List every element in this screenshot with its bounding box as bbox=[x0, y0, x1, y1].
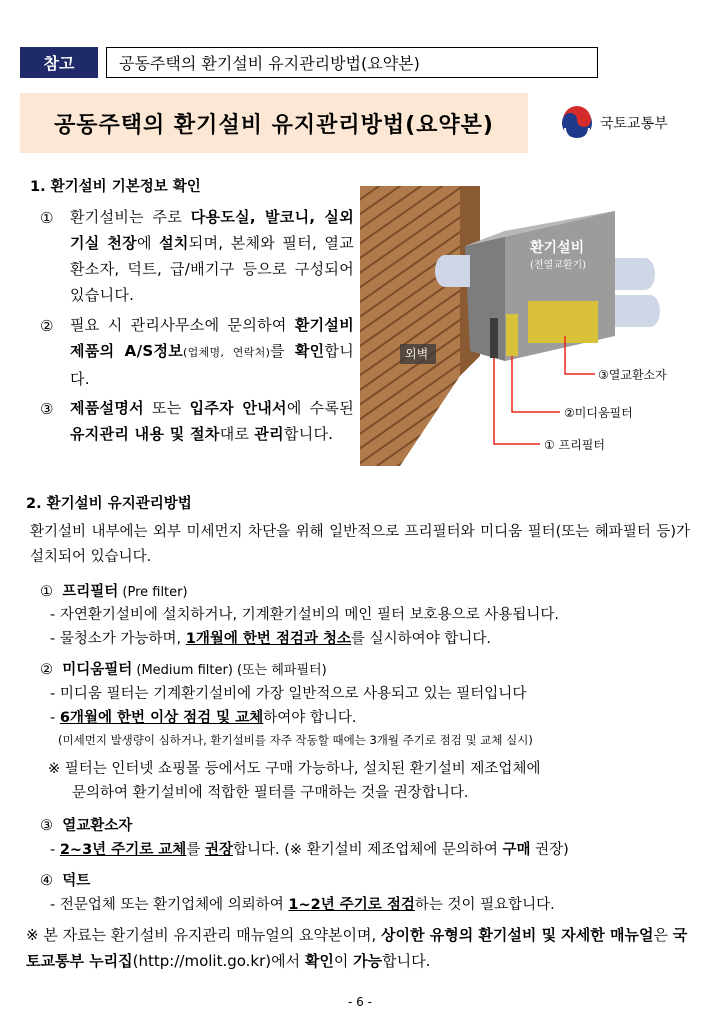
final-note: ※ 본 자료는 환기설비 유지관리 매뉴얼의 요약본이며, 상이한 유형의 환기설비 및 자세한 매뉴얼은 국토교통부 누리집(http://molit.go.kr)에서 확인이 가능합니다. bbox=[26, 926, 688, 970]
duct-line1: - 전문업체 또는 환기업체에 의뢰하여 1~2년 주기로 점검하는 것이 필요합니다. bbox=[50, 897, 555, 913]
item2-number: ② bbox=[40, 317, 54, 335]
item1-number: ① bbox=[40, 209, 54, 227]
reference-badge: 참고 bbox=[20, 47, 98, 78]
section2-heading: 2. 환기설비 유지관리방법 bbox=[26, 496, 192, 512]
ventilation-unit-figure bbox=[360, 186, 700, 466]
taegeuk-logo-icon bbox=[560, 106, 594, 140]
ministry-name: 국토교통부 bbox=[600, 116, 668, 132]
medium-filter bbox=[506, 314, 518, 356]
prefilter-line1: - 자연환기설비에 설치하거나, 기계환기설비의 메인 필터 보호용으로 사용됩니다. bbox=[50, 607, 559, 623]
prefilter-heading: ① 프리필터 (Pre filter) bbox=[40, 584, 188, 600]
callout-heat-exchange: ③열교환소자 bbox=[598, 368, 667, 382]
page-number: - 6 - bbox=[348, 995, 372, 1009]
section1-heading: 1. 환기설비 기본정보 확인 bbox=[30, 179, 201, 195]
unit-sublabel: (전열교환기) bbox=[530, 260, 587, 271]
prefilter-line2: - 물청소가 가능하며, 1개월에 한번 점검과 청소를 실시하여야 합니다. bbox=[50, 631, 491, 647]
wall-label: 외벽 bbox=[405, 347, 429, 361]
heat-exchange-line1: - 2~3년 주기로 교체를 권장합니다. (※ 환기설비 제조업체에 문의하여 구매 권장) bbox=[50, 842, 569, 858]
callout-pre-filter: ① 프리필터 bbox=[544, 438, 605, 452]
medium-filter-line2: - 6개월에 한번 이상 점검 및 교체하여야 합니다. bbox=[50, 710, 357, 726]
document-title: 공동주택의 환기설비 유지관리방법(요약본) bbox=[20, 93, 528, 153]
medium-filter-heading: ② 미디움필터 (Medium filter) (또는 헤파필터) bbox=[40, 662, 327, 678]
heat-exchange-element bbox=[528, 301, 598, 343]
header-title: 공동주택의 환기설비 유지관리방법(요약본) bbox=[106, 47, 598, 78]
medium-filter-note: (미세먼지 발생량이 심하거나, 환기설비를 자주 작동할 때에는 3개월 주기로 점검 및 교체 실시) bbox=[58, 733, 533, 747]
filter-purchase-notice-2: 문의하여 환기설비에 적합한 필터를 구매하는 것을 권장합니다. bbox=[72, 785, 469, 801]
medium-filter-line1: - 미디움 필터는 기계환기설비에 가장 일반적으로 사용되고 있는 필터입니다 bbox=[50, 686, 527, 702]
heat-exchange-heading: ③ 열교환소자 bbox=[40, 818, 133, 834]
callout-medium-filter: ②미디움필터 bbox=[564, 406, 633, 420]
ministry-logo bbox=[560, 106, 668, 140]
item2-text: 필요 시 관리사무소에 문의하여 환기설비 제품의 A/S정보(업체명, 연락처)를 확인합니다. bbox=[70, 316, 354, 388]
item3-text: 제품설명서 또는 입주자 안내서에 수록된 유지관리 내용 및 절차대로 관리합니다. bbox=[70, 399, 355, 443]
duct-heading: ④ 덕트 bbox=[40, 873, 91, 889]
item1-text: 환기설비는 주로 다용도실, 발코니, 실외기실 천장에 설치되며, 본체와 필터, 열교환소자, 덕트, 급/배기구 등으로 구성되어 있습니다. bbox=[70, 208, 355, 304]
unit-label: 환기설비 bbox=[530, 240, 585, 256]
section2-intro: 환기설비 내부에는 외부 미세먼지 차단을 위해 일반적으로 프리필터와 미디움 필터(또는 헤파필터 등)가 설치되어 있습니다. bbox=[30, 524, 690, 565]
item3-number: ③ bbox=[40, 400, 54, 418]
filter-purchase-notice-1: ※ 필터는 인터넷 쇼핑몰 등에서도 구매 가능하나, 설치된 환기설비 제조업체에 bbox=[48, 761, 541, 777]
